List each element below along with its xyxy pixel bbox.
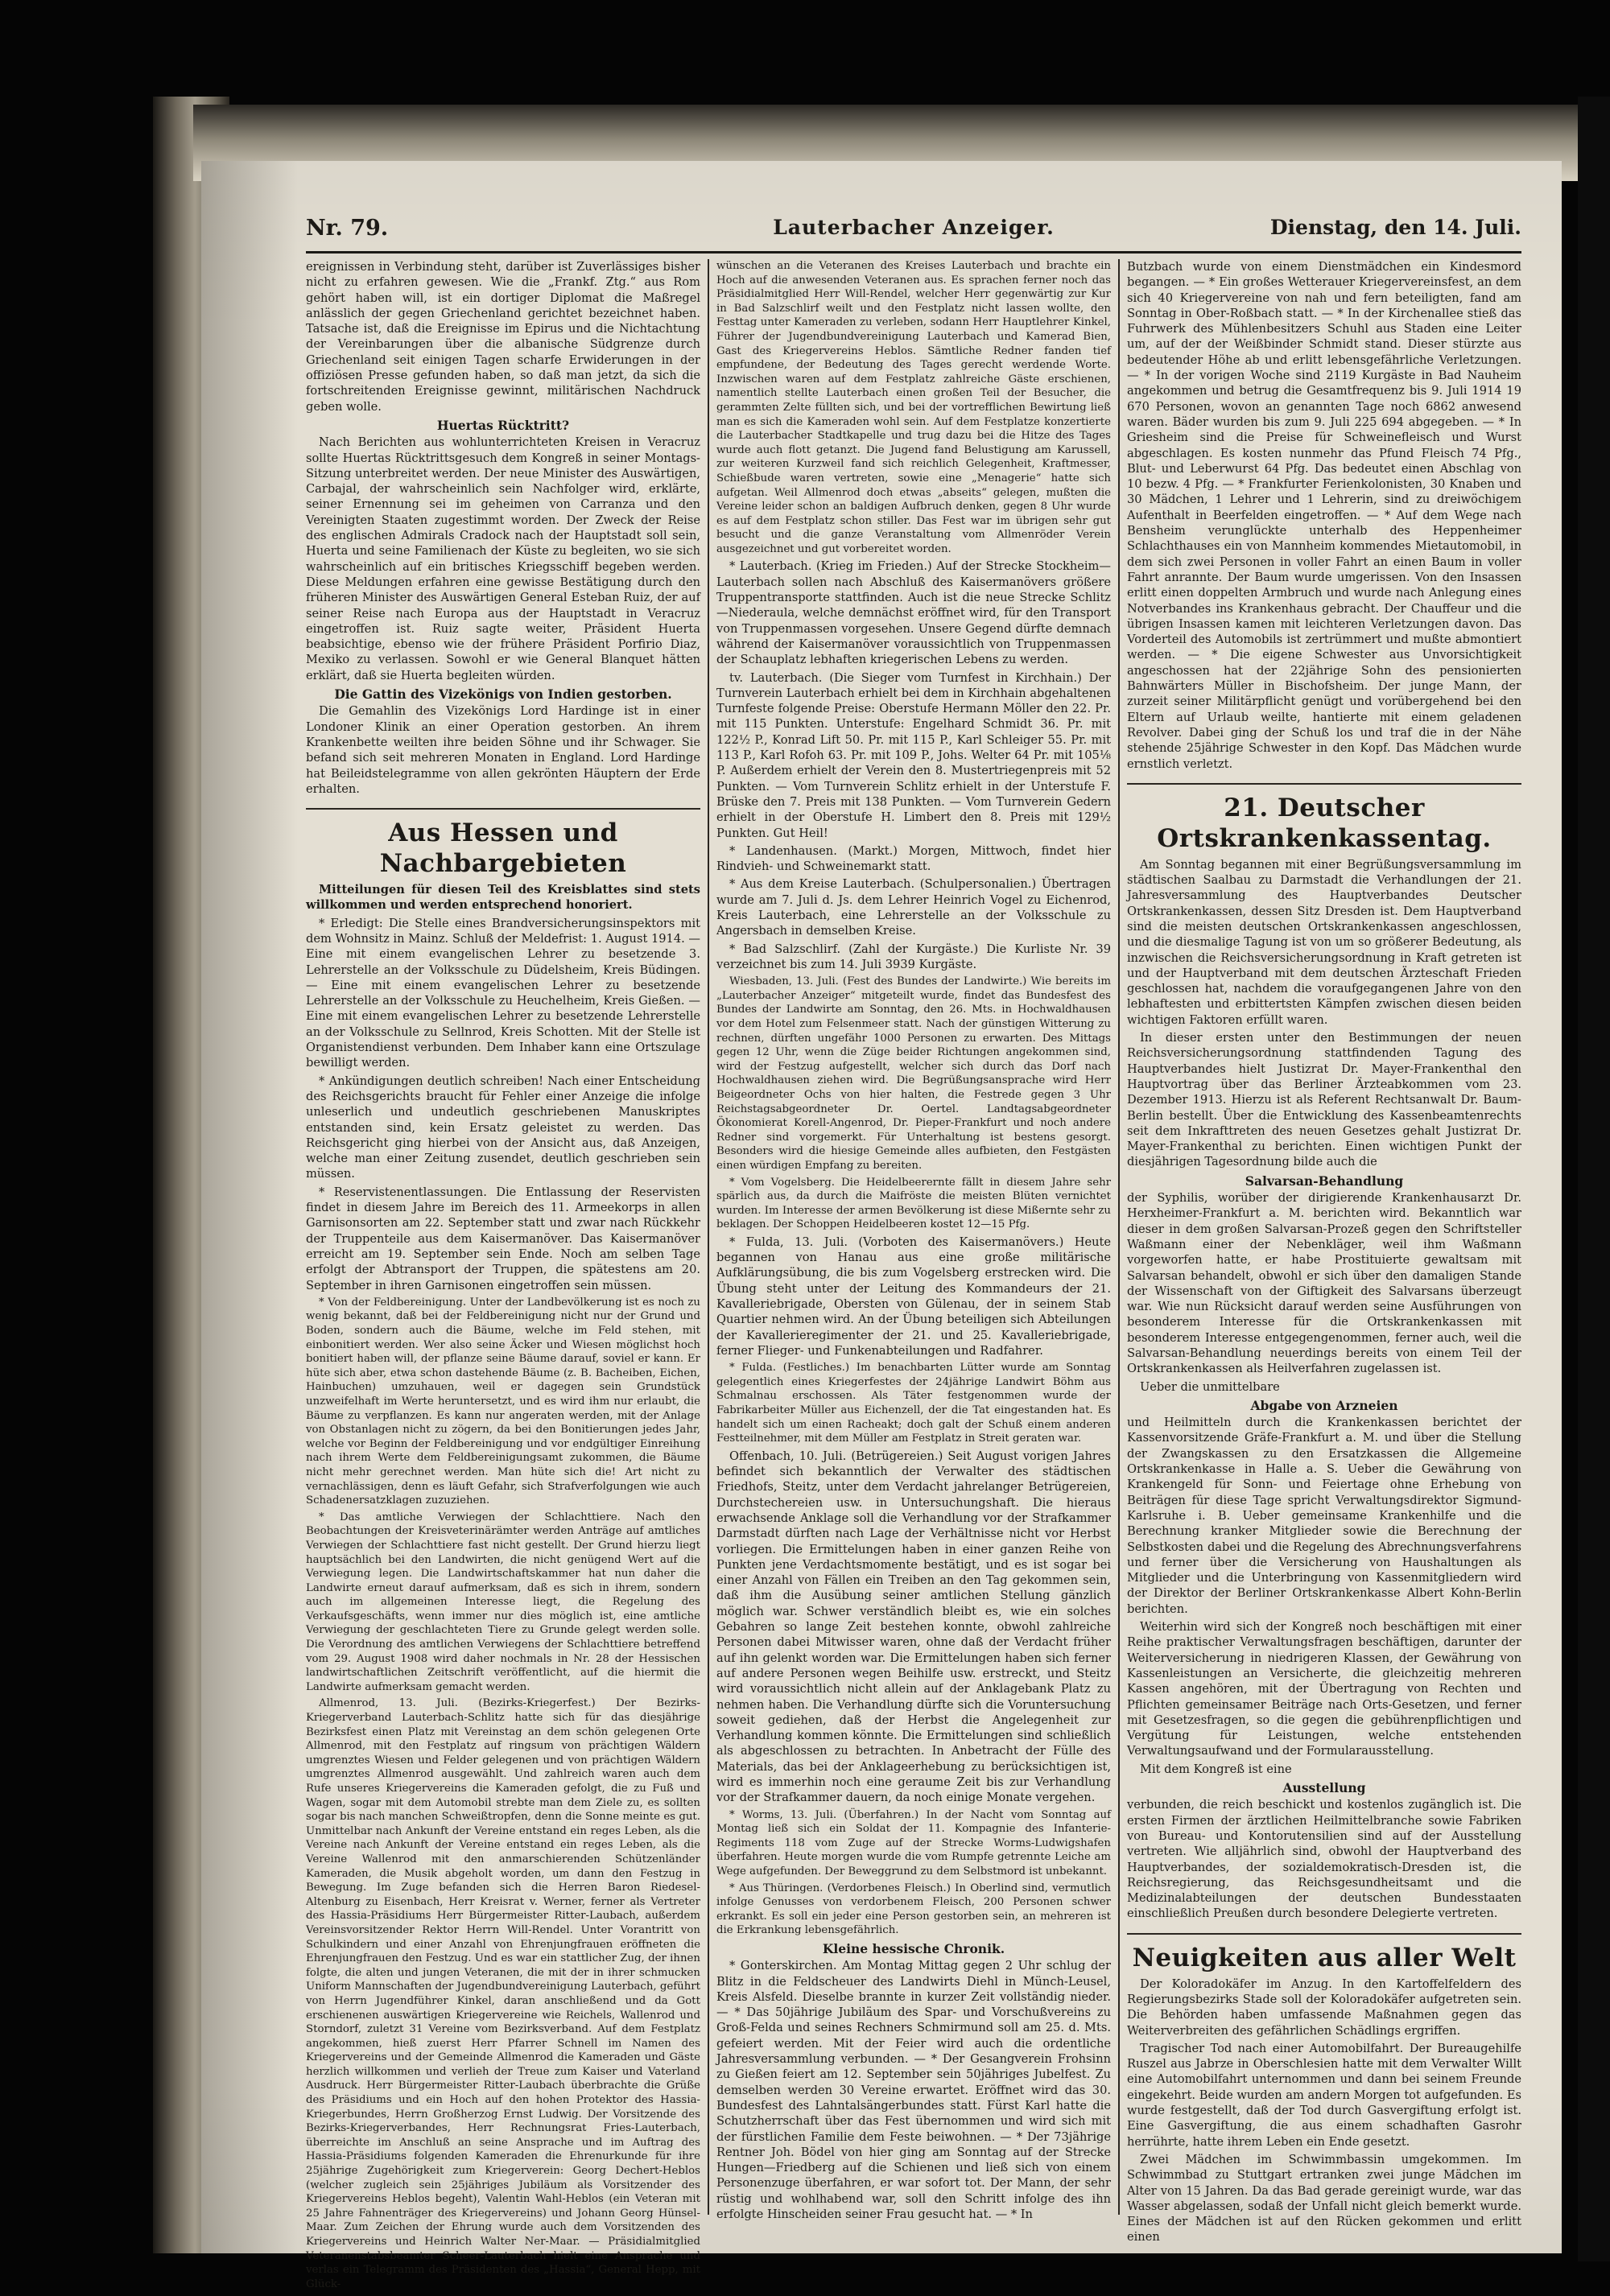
article-paragraph: * Lauterbach. (Krieg im Frieden.) Auf der Strecke Stockheim—Lauterbach sollen nach Abschluß des Kaisermanövers größere Truppentransporte stattfinden. Auch ist die neue Strecke Schlitz—Niederaula, welche demnächst eröffnet wird, für den Transport von Truppenmassen vorgesehen. Unsere Gegend dürfte demnach während der Kaisermanöver voraussichtlich von Truppenmassen der Schauplatz lebhaften kriegerischen Lebens zu werden. — [716, 559, 1111, 667]
article-subheading: Salvarsan-Behandlung — [1245, 1173, 1404, 1189]
article-paragraph: * Aus dem Kreise Lauterbach. (Schulpersonalien.) Übertragen wurde am 7. Juli d. Js. dem Lehrer Heinrich Vogel zu Eichenrod, Kreis Lauterbach, eine Lehrerstelle an der Volksschule zu Angersbach in demselben Kreise. — [716, 877, 1111, 938]
article-headline: Huertas Rücktritt? — [436, 417, 570, 433]
article-paragraph: * Fulda. (Festliches.) Im benachbarten Lütter wurde am Sonntag gelegentlich eines Kriegerfestes der 24jährige Landwirt Böhm aus Schmalnau erschossen. Als Täter festgenommen wurde der Fabrikarbeiter Müller aus Eichenzell, der die Tat eingestanden hat. Es handelt sich um einen Racheakt; doch galt der Schuß einem anderen Festteilnehmer, mit dem Müller am Festplatz in Streit geraten war. — [716, 1362, 1111, 1445]
article-paragraph: * Landenhausen. (Markt.) Morgen, Mittwoch, findet hier Rindvieh- und Schweinemarkt statt. — [716, 843, 1111, 874]
article-paragraph: * Von der Feldbereinigung. Unter der Landbevölkerung ist es noch zu wenig bekannt, daß bei der Feldbereinigung nicht nur der Grund und Boden, sondern auch die Bäume, welche im Feld stehen, mit einbonitiert werden. Wer also seine Äcker und Wiesen möglichst hoch bonitiert haben will, der pflanze seine Bäume darauf, soviel er kann. Er hüte sich aber, etwa schon dastehende Bäume (z. B. Bacheiben, Eichen, Hainbuchen) umzuhauen, weil er dagegen sein Grundstück unzweifelhaft im Werte heruntersetzt, und es wird ihm nur erlaubt, die Bäume zu verpflanzen. Es kann nur angeraten werden, mit der Anlage von Obstanlagen nicht zu zögern, da bei den Bonitierungen jedes Jahr, welche vor Beginn der Feldbereinigung und vor endgültiger Einreihung nach ihrem Werte dem Feldbereinigungsamt zukommen, die Bäume nicht mehr gerechnet werden. Man hüte sich die! Art nicht zu vernachlässigen, denn es läuft Gefahr, sich Strafverfolgungen wie auch Schadenersatzklagen zuzuziehen. — [306, 1296, 700, 1507]
section-note: Mitteilungen für diesen Teil des Kreisblattes sind stets willkommen und werden entsprechend honoriert. — [306, 883, 700, 913]
article-paragraph: * Das amtliche Verwiegen der Schlachttiere. Nach den Beobachtungen der Kreisveterinärämter werden Anträge auf amtliches Verwiegen der Schlachttiere fast nicht gestellt. Der Grund hierzu liegt hauptsächlich bei den Landwirten, die nicht genügend Wert auf die Verwiegung legen. Die Landwirtschaftskammer hat nun daher die Landwirte erneut darauf aufmerksam, daß es sich in ihrem, sondern auch im allgemeinen Interesse liegt, die Regelung des Verkaufsgeschäfts, wenn immer nur dies möglich ist, eine amtliche Verwiegung der geschlachteten Tiere zu Grunde gelegt werden solle. Die Verordnung des amtlichen Verwiegens der Schlachttiere betreffend vom 29. August 1908 wird daher nochmals in Nr. 28 der Hessischen landwirtschaftlichen Zeitschrift veröffentlicht, auf die hiermit die Landwirte aufmerksam gemacht werden. — [306, 1511, 700, 1693]
article-paragraph: Am Sonntag begannen mit einer Begrüßungsversammlung im städtischen Saalbau zu Darmstadt die Verhandlungen der 21. Jahresversammlung des Hauptverbandes Deutscher Ortskrankenkassen, dessen Sitz Dresden ist. Dem Hauptverband sind die meisten deutschen Ortskrankenkassen angeschlossen, und die diesmalige Tagung ist von um so größerer Bedeutung, als inzwischen die Reichsversicherungsordnung in Kraft getreten ist und der Hauptverband mit dem deutschen Ärzteschaft Frieden geschlossen hat, nachdem die voraufgegangenen Jahre von den lebhaftesten und erbittertsten Kämpfen zwischen diesen beiden wichtigen Faktoren erfüllt waren. — [1127, 857, 1521, 1027]
header-rule — [306, 251, 1521, 254]
article-paragraph: * Aus Thüringen. (Verdorbenes Fleisch.) In Oberlind sind, vermutlich infolge Genusses von verdorbenem Fleisch, 200 Personen schwer erkrankt. Es soll ein jeder eine Person gestorben sein, an mehreren ist die Erkrankung lebensgefährlich. — [716, 1882, 1111, 1937]
article-paragraph: * Bad Salzschlirf. (Zahl der Kurgäste.) Die Kurliste Nr. 39 verzeichnet bis zum 14. Juli 3939 Kurgäste. — [716, 942, 1111, 971]
article-paragraph: * Gonterskirchen. Am Montag Mittag gegen 2 Uhr schlug der Blitz in die Feldscheuer des Landwirts Diehl in Münch-Leusel, Kreis Alsfeld. Dieselbe brannte in kurzer Zeit vollständig nieder. — * Das 50jährige Jubiläum des Spar- und Vorschußvereins zu Groß-Felda und seines Rechners Schmirmund soll am 25. d. Mts. gefeiert werden. Mit der Feier wird auch die ordentliche Jahresversammlung verbunden. — * Der Gesangverein Frohsinn zu Gießen feiert am 12. September sein 50jähriges Jubelfest. Zu demselben werden 30 Vereine erwartet. Eröffnet wird das 30. Bundesfest des Lahntalsängerbundes statt. Fürst Karl hatte die Schutzherrschaft über das Fest übernommen und wird sich mit der fürstlichen Familie dem Feste beiwohnen. — * Der 73jährige Rentner Joh. Bödel von hier ging am Sonntag auf der Strecke Hungen—Friedberg auf die Schienen und ließ sich von einem Personenzuge überfahren, er war sofort tot. Der Mann, der sehr rüstig und wohlhabend war, soll den Schritt infolge des ihn erfolgte Hinscheiden seiner Frau gesucht hat. — * In — [716, 1959, 1111, 2222]
article-paragraph: Zwei Mädchen im Schwimmbassin umgekommen. Im Schwimmbad zu Stuttgart ertranken zwei junge Mädchen im Alter von 15 Jahren. Da das Bad gerade gereinigt wurde, war das Wasser abgelassen, sodaß der Unfall nicht gleich bemerkt wurde. Eines der Mädchen ist auf den Rücken gekommen und erlitt einen — [1127, 2152, 1521, 2244]
article-paragraph: Butzbach wurde von einem Dienstmädchen ein Kindesmord begangen. — * Ein großes Wetterauer Kriegervereinsfest, an dem sich 40 Kriegervereine von nah und fern beteiligten, fand am Sonntag in Ober-Roßbach statt. — * In der Kirchenallee stieß das Fuhrwerk des Mühlenbesitzers Schuhl aus Staden eine Leiter um, auf der der Weißbinder Schmidt stand. Dieser stürzte aus bedeutender Höhe ab und erlitt lebensgefährliche Verletzungen. — * In der vorigen Woche sind 2119 Kurgäste in Bad Nauheim angekommen und betrug die Gesamtfrequenz bis 9. Juli 1914 19 670 Personen, wovon an genannten Tage noch 6862 anwesend waren. Bäder wurden bis zum 9. Juli 225 694 abgegeben. — * In Griesheim sind die Preise für Schweinefleisch und Wurst abgeschlagen. Es kosten nunmehr das Pfund Fleisch 74 Pfg., Blut- und Leberwurst 64 Pfg. Das bedeutet einen Abschlag von 10 bezw. 4 Pfg. — * Frankfurter Ferienkolonisten, 30 Knaben und 30 Mädchen, 1 Lehrer und 1 Lehrerin, sind zu dreiwöchigem Aufenthalt in Beerfelden eingetroffen. — * Auf dem Wege nach Bensheim verunglückte unterhalb des Heppenheimer Schlachthauses ein von Mannheim kommendes Mietautomobil, in dem sich zwei Personen in voller Fahrt an einen Baum in voller Fahrt anrannte. Der Baum wurde umgerissen. Von den Insassen erlitt einen doppelten Armbruch und wurde nach Anlegung eines Notverbandes ins Krankenhaus gebracht. Der Chauffeur und die übrigen Insassen kamen mit leichteren Verletzungen davon. Das Vorderteil des Automobils ist zertrümmert und mußte abmontiert werden. — * Die eigene Schwester aus Unvorsichtigkeit angeschossen hat der 22jährige Sohn des pensionierten Bahnwärters Müller in Bischofsheim. Der junge Mann, der zurzeit seiner Militärpflicht genügt und vorübergehend bei den Eltern auf Urlaub weilte, hantierte mit einem geladenen Revolver. Dabei ging der Schuß los und traf die in der Nähe stehende 25jährige Schwester in den Kopf. Das Mädchen wurde ernstlich verletzt. — [1127, 260, 1521, 771]
article-paragraph: wünschen an die Veteranen des Kreises Lauterbach und brachte ein Hoch auf die anwesenden Veteranen aus. Es sprachen ferner noch das Präsidialmitglied Herr Will-Rendel, welcher Herr gegenwärtig zur Kur in Bad Salzschlirf weilt und den Festplatz nicht lassen wollte, den Festtag unter Kameraden zu verleben, sodann Herr Hauptlehrer Kinkel, Führer der Jugendbundvereinigung Lauterbach und Kamerad Bien, Gast des Kriegervereins Heblos. Sämtliche Redner fanden tief empfundene, der Bedeutung des Tages gerecht werdende Worte. Inzwischen waren auf dem Festplatz zahlreiche Gäste erschienen, namentlich stellte Lauterbach einen großen Teil der Besucher, die gerammten Zelte füllten sich, und bei der vortrefflichen Bewirtung ließ man es sich die Kameraden wohl sein. Auf dem Festplatze konzertierte die Lauterbacher Stadtkapelle und trug dazu bei die Hitze des Tages wurde auch flott getanzt. Die Jugend fand Belustigung am Karussell, zur weiteren Kurzweil fand sich reichlich Gelegenheit, Kraftmesser, Schießbude waren vertreten, sowie eine „Menagerie“ hatte sich aufgetan. Weil Allmenrod doch etwas „abseits“ gelegen, mußten die Vereine leider schon an baldigen Aufbruch denken, gegen 8 Uhr wurde es auf dem Festplatz schon stiller. Das Fest war im übrigen sehr gut besucht und die ganze Veranstaltung vom Allmenröder Verein ausgezeichnet und gut vorbereitet worden. — [716, 260, 1111, 555]
article-paragraph: Der Koloradokäfer im Anzug. In den Kartoffelfeldern des Regierungsbezirks Stade soll der Koloradokäfer aufgetreten sein. Die Behörden haben umfassende Maßnahmen gegen das Weiterverbreiten des gefährlichen Schädlings ergriffen. — [1127, 1977, 1521, 2038]
section-heading: Neuigkeiten aus aller Welt — [1127, 1933, 1521, 1973]
article-paragraph: * Worms, 13. Juli. (Überfahren.) In der Nacht vom Sonntag auf Montag ließ sich ein Soldat der 11. Kompagnie des Infanterie-Regiments 118 vom Zuge auf der Strecke Worms-Ludwigshafen überfahren. Heute morgen wurde die vom Rumpfe getrennte Leiche am Wege aufgefunden. Der Beweggrund zu dem Selbstmord ist unbekannt. — [716, 1808, 1111, 1878]
article-paragraph: Mit dem Kongreß ist eine — [1140, 1762, 1292, 1776]
scan-border-right — [1578, 97, 1610, 2261]
article-paragraph: Offenbach, 10. Juli. (Betrügereien.) Seit August vorigen Jahres befindet sich bekanntlich der Verwalter des städtischen Friedhofs, Steitz, unter dem Verdacht jahrelanger Betrügereien, Durchstechereien usw. in Untersuchungshaft. Die hieraus erwachsende Anklage soll die Verhandlung vor der Strafkammer Darmstadt dürften nach Lage der Verhältnisse nicht vor Herbst vorliegen. Die Ermittelungen haben in einer ganzen Reihe von Punkten jene Verdachtsmomente bestätigt, und es ist sogar bei einer Anzahl von Fällen ein Treiben an den Tag gekommen sein, daß ihm die Ausübung seiner amtlichen Stellung gänzlich möglich war. Schwer verständlich bleibt es, wie ein solches Gebahren so lange Zeit bestehen konnte, obwohl zahlreiche Personen dabei Mitwisser waren, ohne daß der Verdacht früher auf ihn gelenkt worden war. Die Ermittelungen haben sich ferner auf andere Personen wegen Beihilfe usw. erstreckt, und Steitz wird voraussichtlich nicht allein auf der Anklagebank Platz zu nehmen haben. Die Verhandlung dürfte sich die Voruntersuchung soweit gediehen, daß der Herbst die Angelegenheit zur Verhandlung kommen könnte. Die Ermittelungen sind schließlich als abgeschlossen zu betrachten. In Anbetracht der Fülle des Materials, das bei der Anklageerhebung zu berücksichtigen ist, wird es immerhin noch eine geraume Zeit bis zur Verhandlung vor der Strafkammer dauern, da noch einige Monate vergehen. — [716, 1449, 1111, 1805]
article-paragraph: der Syphilis, worüber der dirigierende Krankenhausarzt Dr. Herxheimer-Frankfurt a. M. berichten wird. Bekanntlich war dieser in dem großen Salvarsan-Prozeß gegen den Schriftsteller Waßmann einer der Nebenkläger, weil ihm Waßmann vorgeworfen hatte, er habe Prostituierte gewaltsam mit Salvarsan behandelt, obwohl er sich über den damaligen Stande der Wissenschaft von der Giftigkeit des Salvarsans überzeugt war. Wie nun Rücksicht darauf werden seine Ausführungen von besonderem Interesse für die Ortskrankenkassen mit besonderem Interesse entgegengenommen, ferner auch, weil die Salvarsan-Behandlung neuerdings bereits von einem Teil der Ortskrankenkassen als Heilverfahren zugelassen ist. — [1127, 1191, 1521, 1376]
article-paragraph: Weiterhin wird sich der Kongreß noch beschäftigen mit einer Reihe praktischer Verwaltungsfragen beschäftigen, darunter der Weiterversicherung in niedrigeren Klassen, der Gewährung von Kassenleistungen an Versicherte, die gleichzeitig mehreren Kassen angehören, mit der Übertragung von Rechten und Pflichten gemeinsamer Beiträge nach Orts-Gesetzen, und ferner mit Gesetzesfragen, so die gegen die gebührenpflichtigen und Vergütung für Leistungen, welche entstehenden Verwaltungsaufwand und der Formularausstellung. — [1127, 1620, 1521, 1758]
column-left — [306, 259, 700, 2290]
newspaper-title: Lauterbacher Anzeiger. — [773, 216, 1055, 239]
issue-date: Dienstag, den 14. Juli. — [1269, 216, 1521, 239]
column-middle — [716, 259, 1111, 2222]
article-paragraph: tv. Lauterbach. (Die Sieger vom Turnfest in Kirchhain.) Der Turnverein Lauterbach erhielt bei dem in Kirchhain abgehaltenen Turnfeste folgende Preise: Oberstufe Hermann Möller den 22. Pr. mit 115 Punkten. Unterstufe: Engelhard Schmidt 36. Pr. mit 122½ P., Konrad Lift 50. Pr. mit 115 P., Karl Schleiger 55. Pr. mit 113 P., Karl Rofoh 63. Pr. mit 109 P., Johs. Welter 64 Pr. mit 105⅛ P. Außerdem erhielt der Verein den 8. Mustertriegenpreis mit 52 Punkten. — Vom Turnverein Schlitz erhielt in der Unterstufe F. Brüske den 7. Preis mit 138 Punkten. — Vom Turnverein Gedern erhielt in der Oberstufe H. Limbert den 8. Preis mit 129½ Punkten. Gut Heil! — [716, 670, 1111, 840]
article-paragraph: ereignissen in Verbindung steht, darüber ist Zuverlässiges bisher nicht zu erfahren gewesen. Wie die „Frankf. Ztg.“ aus Rom gehört haben will, ist ein dortiger Diplomat die Maßregel anlässlich der gegen Griechenland gerichtet bezeichnet haben. Tatsache ist, daß die Ereignisse im Epirus und die Nichtachtung der Vereinbarungen über die albanische Südgrenze durch Griechenland seit einigen Tagen scharfe Erwiderungen in der offiziösen Presse gefunden haben, so daß man jetzt, da sich die fortschreitenden Ereignisse gewinnt, militärischen Nachdruck geben wolle. — [306, 260, 700, 414]
article-paragraph: und Heilmitteln durch die Krankenkassen berichtet der Kassenvorsitzende Gräfe-Frankfurt a. M. und über die Stellung der Zwangskassen zu den Ersatzkassen die Allgemeine Ortskrankenkasse in Halle a. S. Ueber die Gewährung von Krankengeld für Sonn- und Feiertage ohne Erhebung von Beiträgen für diese Tage spricht Verwaltungsdirektor Sigmund-Karlsruhe i. B. Ueber gemeinsame Krankenhilfe und die Berechnung kranker Mitglieder sowie die Berechnung der Selbstkosten dabei und die Regelung des Abrechnungsverfahrens und ferner über die Versicherung von Haushaltungen als Mitglieder und die Unterbringung von Kassenmitgliedern wird der Direktor der Berliner Ortskrankenkasse Albert Kohn-Berlin berichten. — [1127, 1416, 1521, 1616]
article-paragraph: * Vom Vogelsberg. Die Heidelbeerernte fällt in diesem Jahre sehr spärlich aus, da durch die Maifröste die meisten Blüten vernichtet wurden. Im Interesse der armen Bevölkerung ist diese Mißernte sehr zu beklagen. Der Schoppen Heidelbeeren kostet 12—15 Pfg. — [716, 1176, 1111, 1231]
article-paragraph: verbunden, die reich beschickt und kostenlos zugänglich ist. Die ersten Firmen der ärztlichen Heilmittelbranche sowie Fabriken von Bureau- und Kontorutensilien sind auf der Ausstellung vertreten. Wie alljährlich sind, obwohl der Hauptverband des Hauptverbandes, der sozialdemokratisch-Dresden ist, die Reichsregierung, das Reichsgesundheitsamt und die Medizinalabteilungen der deutschen Bundesstaaten einschließlich Preußen durch besondere Delegierte vertreten. — [1127, 1798, 1521, 1921]
article-headline: Kleine hessische Chronik. — [822, 1940, 1005, 1956]
article-paragraph: * Erledigt: Die Stelle eines Brandversicherungsinspektors mit dem Wohnsitz in Mainz. Schluß der Meldefrist: 1. August 1914. — Eine mit einem evangelischen Lehrer zu besetzende 3. Lehrerstelle an der Volksschule zu Düdelsheim, Kreis Büdingen. — Eine mit einem evangelischen Lehrer zu besetzende Lehrerstelle an der Volksschule zu Heuchelheim, Kreis Gießen. — Eine mit einem evangelischen Lehrer zu besetzende Lehrerstelle an der Volksschule zu Sellnrod, Kreis Schotten. Mit der Stelle ist Organistendienst verbunden. Dem Inhaber kann eine Ortszulage bewilligt werden. — [306, 916, 700, 1070]
section-heading: 21. Deutscher Ortskrankenkassentag. — [1127, 783, 1521, 854]
article-paragraph: Tragischer Tod nach einer Automobilfahrt. Der Bureaugehilfe Ruszel aus Jabrze in Oberschlesien hatte mit dem Verwalter Willt eine Automobilfahrt unternommen und dann bei seinem Freunde eingekehrt. Beide wurden am andern Morgen tot aufgefunden. Es wurde festgestellt, daß der Tod durch Gasvergiftung erfolgt ist. Eine Gasvergiftung, die aus einem schadhaften Gasrohr herrührte, hatte ihrem Leben ein Ende gesetzt. — [1127, 2041, 1521, 2149]
article-paragraph: * Fulda, 13. Juli. (Vorboten des Kaisermanövers.) Heute begannen von Hanau aus eine große militärische Aufklärungsübung, die bis zum Vogelsberg erstrecken wird. Die Übung steht unter der Leitung des Kommandeurs der 21. Kavalleriebrigade, Obersten von Gülenau, der in seinem Stab Quartier nehmen wird. An der Übung beteiligen sich Abteilungen der Kavallerieregimenter der 21. und 25. Kavalleriebrigade, ferner Flieger- und Funkenabteilungen und Radfahrer. — [716, 1235, 1111, 1358]
article-paragraph: In dieser ersten unter den Bestimmungen der neuen Reichsversicherungsordnung stattfindenden Tagung des Hauptverbandes hielt Justizrat Dr. Mayer-Frankenthal den Hauptvortrag über das Berliner Ärzteabkommen vom 23. Dezember 1913. Hierzu ist als Referent Rechtsanwalt Dr. Baum-Berlin bestellt. Über die Entwicklung des Kassenbeamtenrechts seit dem Inkrafttreten des neuen Gesetzes gehalt Justizrat Dr. Mayer-Frankenthal zu berichten. Einen wichtigen Punkt der diesjährigen Tagesordnung bilde auch die — [1127, 1031, 1521, 1169]
newspaper-page — [201, 161, 1562, 2290]
article-paragraph: * Ankündigungen deutlich schreiben! Nach einer Entscheidung des Reichsgerichts braucht für Fehler einer Anzeige die infolge unleserlich und undeutlich geschriebenen Manuskriptes entstanden sind, kein Ersatz geleistet zu werden. Das Reichsgericht ging hierbei von der Ansicht aus, daß Anzeigen, welche man einer Zeitung zusendet, deutlich geschrieben sein müssen. — [306, 1074, 700, 1181]
issue-number: Nr. 79. — [306, 216, 389, 241]
column-right — [1127, 259, 1521, 2244]
article-subheading: Abgabe von Arzneien — [1250, 1397, 1398, 1413]
column-divider — [1118, 259, 1120, 2215]
column-divider — [708, 259, 709, 2215]
article-paragraph: * Reservistenentlassungen. Die Entlassung der Reservisten findet in diesem Jahre im Bereich des 11. Armeekorps in allen Garnisonsorten am 22. September statt und zwar nach Rückkehr der Truppenteile aus dem Kaisermanöver. Das Kaisermanöver erreicht am 19. September sein Ende. Noch am selben Tage erfolgt der Abtransport der Truppen, die spätestens am 20. September in ihren Garnisonen eingetroffen sein müssen. — [306, 1185, 700, 1292]
section-heading: Aus Hessen und Nachbargebieten — [306, 808, 700, 879]
page-header — [306, 216, 1521, 251]
article-paragraph: Allmenrod, 13. Juli. (Bezirks-Kriegerfest.) Der Bezirks-Kriegerverband Lauterbach-Schlitz hatte sich für das diesjährige Bezirksfest einen Platz mit Vereinstag an dem schön gelegenen Orte Allmenrod, mit den Festplatz auf ringsum von prächtigen Wäldern umgrenztes Wiesen und Felder gelegenen und von prächtigen Wäldern umgrenztes Allmenrod ausgewählt. Und zahlreich waren auch dem Rufe unseres Kriegervereins die Kameraden gefolgt, die zu Fuß und Wagen, sogar mit dem Automobil strebte man dem Ziele zu, es sollten sogar bis nach manchen Schweißtropfen, denn die Sonne meinte es gut. Unmittelbar nach Ankunft der Vereine entstand ein reges Leben, als die Vereine nach Ankunft der Vereine entstand ein reges Leben, als die Vereine Wallenrod mit den anmarschierenden Schützenländer Kameraden, die Musik abgeholt worden, um dann den Festzug in Bewegung. Im Zuge befanden sich die Herren Baron Riedesel-Altenburg zu Eisenbach, Herr Kreisrat v. Werner, ferner als Vertreter des Hassia-Präsidiums Herr Bürgermeister Ritter-Laubach, außerdem Vereinsvorsitzender Rektor Herrn Will-Rendel. Unter Vorantritt von Schulkindern und einer Anzahl von Ehrenjungfrauen eröffneten die Ehrenjungfrauen den Festzug. Und es war ein stattlicher Zug, der ihnen folgte, die alten und jungen Veteranen, die mit der in ihrer schmucken Uniform Mannschaften der Jugendbundvereinigung Lauterbach, geführt von Herrn Jugendführer Kinkel, daran anschließend und da Gott erschienenen auswärtigen Kriegervereine wie Reichels, Wallenrod und Storndorf, zuletzt 31 Vereine vom Bezirksverband. Auf dem Festplatz angekommen, hieß zuerst Herr Pfarrer Schnell im Namen des Kriegervereins und der Gemeinde Allmenrod die Kameraden und Gäste herzlich willkommen und verlieh der Treue zum Kaiser und Vaterland Ausdruck. Herr Bürgermeister Ritter-Laubach überbrachte die Grüße des Präsidiums und ein Hoch auf den hohen Protektor des Hassia-Kriegerbundes, Herrn Großherzog Ernst Ludwig. Der Vorsitzende des Bezirks-Kriegerverbandes, Herr Rechnungsrat Fries-Lauterbach, überreichte im Anschluß an seine Ansprache und im Auftrag des Hassia-Präsidiums folgenden Kameraden die Ehrenurkunde für ihre 25jährige Zugehörigkeit zum Kriegerverein: Georg Dechert-Heblos (welcher zugleich sein 25jähriges Jubiläum als Vorsitzender des Kriegervereins Heblos begeht), Valentin Wahl-Heblos (ein Veteran mit 25 Jahre Fahnenträger des Kriegervereins) und Johann Georg Hünsel-Maar. Zum Zeichen der Ehrung wurde auch dem Vorsitzenden des Kriegervereins und Heinrich Walter Ner-Maar. — Präsidialmitglied Veteranenstabsbeamter Scheer-Lauterbach hielt eine Ansprache und verlas ein Telegramm des Präsidenten des „Hassia“, General Hepp, mit Glück- — [306, 1697, 700, 2290]
article-paragraph: Nach Berichten aus wohlunterrichteten Kreisen in Veracruz sollte Huertas Rücktrittsgesuch dem Kongreß in seiner Montags-Sitzung unterbreitet werden. Der neue Minister des Auswärtigen, Carbajal, der wahrscheinlich sein Nachfolger wird, erklärte, seiner Ernennung sei im geheimen von Carranza und den Vereinigten Staaten zugestimmt worden. Der Zweck der Reise des englischen Admirals Cradock nach der Hauptstadt soll sein, Huerta und seine Familienach der Küste zu begleiten, wo sie sich wahrscheinlich auf ein britisches Kriegsschiff begeben werden. Diese Meldungen erfahren eine gewisse Bestätigung durch den früheren Minister des Auswärtigen General Esteban Ruiz, der auf seiner Reise nach Europa aus der Hauptstadt in Veracruz eingetroffen ist. Ruiz sagte weiter, Präsident Huerta beabsichtige, ebenso wie der frühere Präsident Porfirio Diaz, Mexiko zu verlassen. Sowohl er wie General Blanquet hätten erklärt, daß sie Huerta begleiten würden. — [306, 435, 700, 682]
article-paragraph: Ueber die unmittelbare — [1140, 1379, 1280, 1394]
article-subheading: Ausstellung — [1282, 1780, 1366, 1796]
article-headline: Die Gattin des Vizekönigs von Indien gestorben. — [334, 686, 672, 703]
article-paragraph: Die Gemahlin des Vizekönigs Lord Hardinge ist in einer Londoner Klinik an einer Operation gestorben. An ihrem Krankenbette weilten ihre beiden Söhne und ihr Schwager. Sie befand sich seit mehreren Monaten in England. Lord Hardinge hat Beileidstelegramme von allen gekrönten Häuptern der Erde erhalten. — [306, 704, 700, 796]
article-paragraph: Wiesbaden, 13. Juli. (Fest des Bundes der Landwirte.) Wie bereits im „Lauterbacher Anzeiger“ mitgeteilt wurde, findet das Bundesfest des Bundes der Landwirte am Sonntag, den 26. Mts. in Hochwaldhausen vor dem Hotel zum Felsenmeer statt. Nach der günstigen Witterung zu rechnen, dürften ungefähr 1000 Personen zu erwarten. Des Mittags gegen 12 Uhr, wenn die Züge beider Richtungen angekommen sind, wird der Festzug aufgestellt, welcher sich durch das Dorf nach Hochwaldhausen ziehen wird. Die Begrüßungsansprache wird Herr Beigeordneter Ochs von hier halten, die Festrede gegen 3 Uhr Reichstagsabgeordneter Dr. Oertel. Landtagsabgeordneter Ökonomierat Korell-Angenrod, Dr. Pieper-Frankfurt und noch andere Redner sind vorgemerkt. Für Unterhaltung ist bestens gesorgt. Besonders wird die hiesige Gemeinde alles aufbieten, den Festgästen einen würdigen Empfang zu bereiten. — [716, 975, 1111, 1172]
